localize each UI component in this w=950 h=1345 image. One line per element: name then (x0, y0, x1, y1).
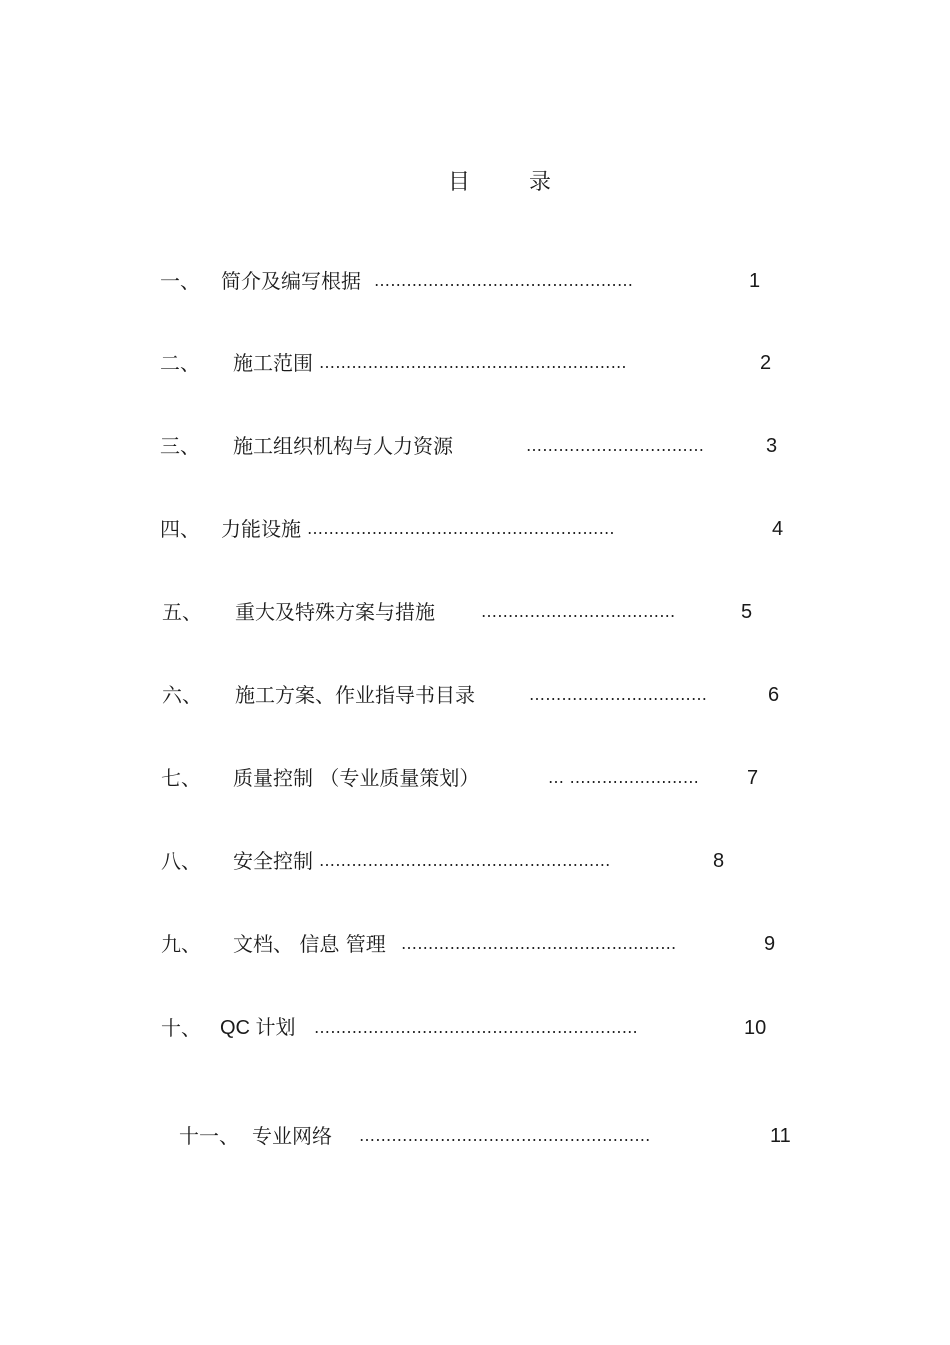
toc-entry (0, 1013, 950, 1043)
toc-entry (0, 597, 950, 627)
toc-entry-leader: …………………………………………… (401, 934, 677, 953)
toc-entry-page: 6 (768, 684, 780, 706)
toc-entry-title: 施工方案、作业指导书目录 (235, 683, 475, 707)
toc-entry-number: 十、 (161, 1016, 201, 1040)
toc-entry-title: 力能设施 (221, 517, 301, 541)
toc-entry-leader: …………………………… (526, 436, 705, 455)
toc-title: 目 录 (448, 170, 577, 195)
toc-entry-page: 3 (766, 435, 778, 457)
toc-entry-leader: …………………………………………………… (314, 1018, 638, 1037)
toc-entry-leader: ……………………………………………… (319, 851, 611, 870)
toc-entry-title: 安全控制 (233, 849, 313, 873)
toc-entry-title: 重大及特殊方案与措施 (235, 600, 435, 624)
toc-entry-number: 五、 (162, 600, 202, 624)
toc-entry-number: 六、 (162, 683, 202, 707)
toc-entry-number: 十一、 (179, 1124, 239, 1148)
toc-entry-page: 5 (741, 601, 753, 623)
toc-entry (0, 929, 950, 959)
toc-entry (0, 680, 950, 710)
toc-entry-leader: ………………………………………… (374, 271, 634, 290)
toc-entry-number: 八、 (161, 849, 201, 873)
toc-entry-leader: ………………………………………………… (319, 353, 627, 372)
toc-entry-page: 1 (749, 270, 761, 292)
toc-entry-number: 九、 (161, 932, 201, 956)
toc-entry-page: 8 (713, 850, 725, 872)
toc-entry-title: 质量控制 （专业质量策划） (233, 766, 480, 790)
toc-entry-title: 施工组织机构与人力资源 (233, 434, 453, 458)
toc-entry-leader: ………………………………………………… (307, 519, 615, 538)
toc-entry (0, 348, 950, 378)
toc-entry (0, 266, 950, 296)
toc-entry-page: 9 (764, 933, 776, 955)
toc-entry-page: 4 (772, 518, 784, 540)
toc-entry-number: 一、 (160, 269, 200, 293)
toc-entry-number: 二、 (160, 351, 200, 375)
toc-entry-leader: ……………………………… (481, 602, 676, 621)
toc-entry-number: 四、 (160, 517, 200, 541)
toc-entry-leader: ……………………………………………… (359, 1126, 651, 1145)
toc-entry-page: 7 (747, 767, 759, 789)
toc-entry (0, 846, 950, 876)
toc-entry-title: 简介及编写根据 (221, 269, 361, 293)
toc-entry-page: 2 (760, 352, 772, 374)
toc-entry-title: 施工范围 (233, 351, 313, 375)
toc-entry (0, 431, 950, 461)
toc-entry (0, 514, 950, 544)
toc-entry-title: 专业网络 (252, 1124, 332, 1148)
toc-entry (0, 1121, 950, 1151)
toc-entry-title: 文档、 信息 管理 (233, 932, 386, 956)
toc-entry-leader: … …………………… (548, 768, 700, 787)
toc-entry (0, 763, 950, 793)
toc-entry-number: 三、 (160, 434, 200, 458)
toc-entry-leader: …………………………… (529, 685, 708, 704)
toc-entry-title: QC 计划 (220, 1017, 296, 1039)
toc-entry-page: 11 (770, 1125, 791, 1147)
toc-entry-number: 七、 (161, 766, 201, 790)
toc-entry-page: 10 (744, 1017, 767, 1039)
